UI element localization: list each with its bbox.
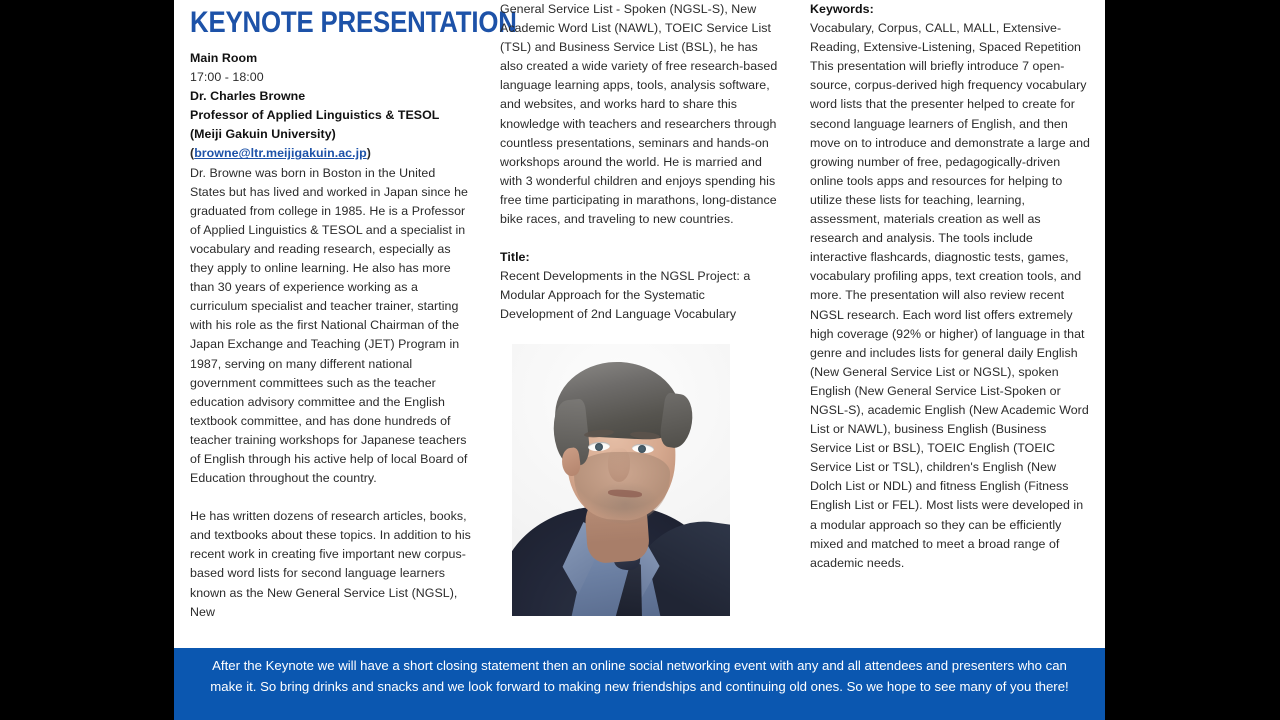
speaker-photo-image [512,344,730,616]
abstract-text: This presentation will briefly introduce 7 open-source, corpus-derived high frequency vocabulary word lists that the presenter helped to create for second language learners of English, and then move on to introduce and demonstrate a large and growing number of free, pedagogically-driven online tools apps and resources for helping to utilize these lists for teaching, learning, assessment, materials creation as well as research and analysis. The tools include interactive flashcards, diagnostic tests, games, vocabulary profiling apps, text creation tools, and more. The presentation will also review recent NGSL research. Each word list offers extremely high coverage (92% or higher) of language in that genre and includes lists for general daily English (New General Service List or NGSL), spoken English (New General Service List-Spoken or NGSL-S), academic English (New Academic Word List or NAWL), business English (Business Service List or BSL), TOEIC English (TOEIC Service List or TSL), children's English (New Dolch List or NDL) and fitness English (Fitness English List or FEL). Most lists were developed in a modular approach so they can be efficiently mixed and matched to meet a broad range of academic needs. [810,59,1090,570]
speaker-role: Professor of Applied Linguistics & TESOL [190,108,440,123]
title-heading: Title: [500,250,530,265]
speaker-name: Dr. Charles Browne [190,89,306,104]
nose-shading [608,448,630,482]
email-open-paren: ( [190,146,195,161]
iris-right [638,445,646,453]
bio-continued: General Service List - Spoken (NGSL-S), New Academic Word List (NAWL), TOEIC Service List (TSL) and Business Service List (BSL), he has also created a wide variety of free research-based language learning apps, tools, analysis software, and websites, and works hard to share this knowledge with teachers and researchers through countless presentations, seminars and hands-on workshops around the world. He is married and with 3 wonderful children and enjoys spending his free time participating in marathons, long-distance bike races, and traveling to new countries. [500,2,778,227]
room-label: Main Room [190,51,258,65]
keywords-heading: Keywords: [810,2,874,16]
column-bio-continued-and-title [500,0,781,616]
keywords-list: Vocabulary, Corpus, CALL, MALL, Extensive-Reading, Extensive-Listening, Spaced Repetition [810,21,1081,55]
speaker-affiliation: (Meiji Gakuin University) [190,127,336,142]
bio-paragraph-1: Dr. Browne was born in Boston in the United States but has lived and worked in Japan since he graduated from college in 1985. He is a Professor of Applied Linguistics & TESOL and a specialist in vocabulary and reading research, especially as they apply to online learning. He also has more than 30 years of experience working as a curriculum specialist and teacher trainer, starting with his role as the first National Chairman of the Japan Exchange and Teaching (JET) Program in 1987, serving on many different national government committees such as the teacher education advisory committee and the English textbook committee, and has done hundreds of teacher training workshops for Japanese teachers of English through his active help of local Board of Education throughout the country. [190,165,468,486]
presentation-title: Recent Developments in the NGSL Project: a Modular Approach for the Systematic Development of 2nd Language Vocabulary [500,269,751,322]
bio-paragraph-2: He has written dozens of research articles, books, and textbooks about these topics. In addition to his recent work in creating five important new corpus-based word lists for second language learners known as the New General Service List (NGSL), New [190,509,471,619]
speaker-email-line [190,144,471,163]
hair-right-shape [658,392,695,450]
beard-shading [586,474,664,524]
iris-left [595,443,603,451]
slide-content-page [174,0,1105,648]
speaker-email-link[interactable]: browne@ltr.meijigakuin.ac.jp [194,146,367,161]
time-label: 17:00 - 18:00 [190,70,264,85]
footer-text: After the Keynote we will have a short closing statement then an online social networking event with any and all attendees and presenters who can make it. So bring drinks and snacks and we look forward to making new friendships and continuing old ones. So we hope to see many of you there! [210,658,1069,694]
column-keywords-and-abstract [810,0,1091,573]
footer-banner [174,648,1105,720]
page-title: KEYNOTE PRESENTATION [190,6,517,39]
speaker-photo [500,341,735,616]
email-close-paren: ) [366,146,371,161]
